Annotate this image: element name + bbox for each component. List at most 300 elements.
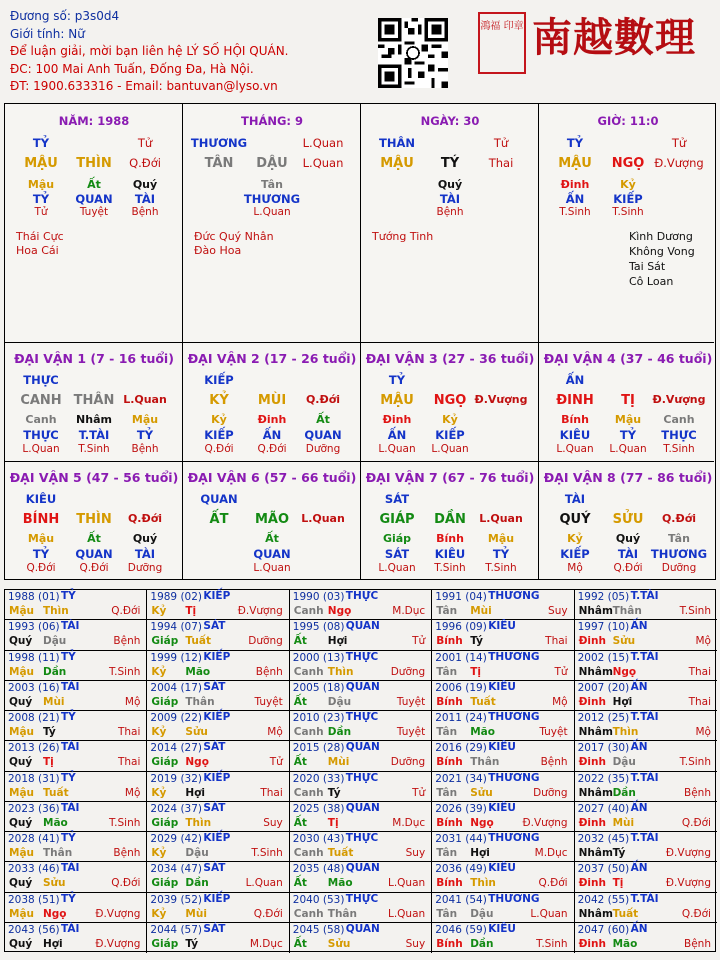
year-branch: Mão: [470, 726, 495, 738]
dai-van-cell: [5, 343, 183, 462]
year-phase: T.Sinh: [536, 937, 568, 950]
year-branch: Mùi: [470, 605, 492, 617]
hidden-stem: THƯƠNG: [650, 547, 708, 561]
year-label: 2039 (52): [150, 893, 203, 906]
year-label: 2046 (59): [435, 923, 487, 936]
year-stem: Ất: [293, 695, 307, 708]
year-branch: Thìn: [470, 877, 496, 890]
year-stem: Mậu: [9, 605, 35, 617]
red-seal-stamp: 鴻福 印章: [478, 12, 526, 74]
hidden-stem: Tử: [34, 206, 48, 218]
year-branch: Mão: [612, 937, 638, 950]
year-stem: Bính: [436, 635, 463, 648]
hidden-stem: Đinh: [382, 413, 412, 426]
year-phase: Tuyệt: [539, 726, 568, 738]
dai-van-god: KIẾP: [204, 373, 234, 387]
year-phase: Q.Đới: [111, 605, 141, 617]
pillar-phase: L.Quan: [302, 156, 344, 170]
year-branch: Sửu: [612, 635, 636, 648]
year-label: 2029 (42): [150, 833, 203, 845]
year-branch: Hợi: [43, 937, 63, 950]
year-cell: [432, 741, 574, 771]
year-label: 2002 (15): [577, 651, 630, 664]
pillar-state: Tử: [137, 136, 153, 150]
hidden-stem: L.Quan: [378, 562, 416, 574]
special-star: Tướng Tinh: [372, 230, 434, 243]
hidden-stem: KIÊU: [434, 547, 466, 561]
year-label: 2040 (53): [292, 893, 345, 906]
pillar-stem-god: THƯƠNG: [190, 136, 248, 150]
year-branch: Dần: [612, 786, 636, 799]
hidden-stem: ẤN: [387, 428, 407, 442]
year-phase: Dưỡng: [248, 635, 283, 648]
hidden-stem: TỶ: [32, 192, 50, 206]
hidden-stem: Tuyệt: [79, 206, 109, 218]
dai-van-god: SÁT: [384, 492, 410, 506]
year-god: TỶ: [61, 832, 76, 844]
year-cell: [575, 832, 717, 862]
year-stem: Nhâm: [578, 786, 613, 799]
dai-van-cell: [183, 343, 361, 462]
year-cell: [5, 832, 147, 862]
year-god: TÀI: [61, 620, 80, 633]
year-cell: [147, 651, 289, 681]
year-stem: Ất: [293, 635, 307, 648]
pillar-state: Tử: [671, 136, 687, 150]
year-label: 1994 (07): [150, 621, 203, 634]
year-stem: Giáp: [151, 695, 179, 708]
hidden-stem: T.Sinh: [663, 443, 695, 455]
year-god: THƯƠNG: [488, 650, 540, 663]
year-phase: M.Dục: [249, 937, 283, 950]
year-god: THƯƠNG: [488, 590, 540, 602]
year-branch: Tuất: [185, 635, 211, 648]
year-label: 2045 (58): [292, 923, 345, 936]
year-stem: Quý: [9, 816, 33, 829]
pillar-stem: TÂN: [204, 156, 234, 171]
hidden-stem: Bệnh: [131, 206, 159, 218]
hidden-stem: TÀI: [617, 547, 639, 561]
year-branch: Thìn: [43, 605, 69, 617]
year-branch: Mão: [185, 665, 211, 678]
special-star: Thái Cực: [16, 230, 64, 243]
year-stem: Nhâm: [578, 726, 613, 738]
year-cell: [290, 893, 432, 923]
dai-van-branch: MÃO: [254, 512, 290, 527]
year-stem: Ất: [293, 756, 307, 769]
hidden-stem: T.Sinh: [485, 562, 517, 574]
dai-van-cell: [361, 343, 539, 462]
year-label: 1990 (03): [292, 591, 345, 603]
hidden-stem: T.Sinh: [612, 206, 644, 218]
year-cell: [290, 802, 432, 832]
hidden-stem: KIÊU: [559, 428, 591, 442]
year-phase: Q.Đới: [681, 907, 711, 920]
year-phase: Mộ: [695, 635, 711, 648]
year-stem: Ất: [293, 937, 307, 950]
year-stem: Kỷ: [151, 786, 167, 799]
year-phase: Dưỡng: [533, 786, 568, 799]
year-cell: [290, 772, 432, 802]
hidden-stem: TÀI: [134, 547, 156, 561]
hidden-stem: ẤN: [565, 192, 585, 206]
year-phase: Đ.Vượng: [95, 907, 141, 920]
year-stem: Kỷ: [151, 907, 167, 920]
year-stem: Tân: [436, 847, 458, 859]
hidden-stem: Dưỡng: [127, 562, 163, 574]
year-god: QUAN: [345, 680, 380, 693]
year-phase: L.Quan: [245, 877, 283, 890]
year-god: KIÊU: [488, 801, 516, 814]
dai-van-title: ĐẠI VẬN 6 (57 - 66 tuổi): [187, 470, 357, 485]
year-stem: Mậu: [9, 786, 35, 799]
year-branch: Mùi: [185, 907, 207, 920]
year-stem: Tân: [436, 907, 458, 920]
pillar-stem-god: TỶ: [32, 136, 50, 150]
year-god: THƯƠNG: [488, 892, 540, 905]
hidden-stem: TÀI: [134, 192, 156, 206]
year-stem: Tân: [436, 786, 458, 799]
year-god: TỶ: [61, 711, 76, 723]
year-god: T.TÀI: [630, 832, 659, 844]
year-stem: Mậu: [9, 726, 35, 738]
year-phase: Đ.Vượng: [237, 605, 283, 617]
year-stem: Bính: [436, 877, 463, 890]
year-god: ẤN: [630, 620, 648, 633]
hidden-stem: SÁT: [384, 547, 410, 561]
year-branch: Ngọ: [327, 605, 352, 617]
year-branch: Sửu: [43, 877, 66, 890]
pillar-cell: [183, 104, 361, 343]
dai-van-phase: L.Quan: [479, 512, 523, 525]
year-branch: Tý: [470, 635, 483, 648]
hidden-stem: Kỷ: [567, 532, 583, 545]
hidden-stem: L.Quan: [609, 443, 647, 455]
year-god: ẤN: [630, 680, 648, 693]
dai-van-branch: MÙI: [257, 393, 287, 408]
year-cell: [290, 711, 432, 741]
year-label: 2021 (34): [435, 772, 487, 785]
year-phase: Suy: [263, 816, 283, 829]
year-label: 2010 (23): [292, 712, 345, 724]
year-label: 2014 (27): [150, 742, 203, 755]
year-god: QUAN: [345, 741, 380, 754]
dai-van-branch: TỊ: [621, 393, 635, 408]
year-branch: Tý: [327, 786, 341, 799]
hidden-stem: TỶ: [136, 428, 154, 442]
year-branch: Tuất: [470, 695, 496, 708]
dai-van-cell: [539, 462, 714, 579]
year-label: 2030 (43): [292, 833, 345, 845]
hidden-stem: Ất: [87, 532, 101, 545]
year-god: T.TÀI: [630, 711, 659, 723]
hidden-stem: Bính: [561, 413, 589, 426]
year-cell: [432, 590, 574, 620]
dai-van-god: QUAN: [200, 492, 238, 506]
year-stem: Canh: [293, 726, 324, 738]
year-stem: Ất: [293, 816, 307, 829]
year-label: 2031 (44): [435, 833, 487, 845]
hidden-stem: L.Quan: [253, 206, 291, 218]
hidden-stem: T.Sinh: [559, 206, 591, 218]
year-phase: Bệnh: [113, 847, 141, 859]
hidden-stem: T.Sinh: [434, 562, 466, 574]
year-stem: Đinh: [578, 816, 606, 829]
year-cell: [147, 772, 289, 802]
year-label: 2043 (56): [8, 923, 60, 936]
hidden-stem: Tân: [668, 532, 690, 545]
year-cell: [575, 651, 717, 681]
pillar-cell: [361, 104, 539, 343]
year-cell: [147, 832, 289, 862]
year-god: ẤN: [630, 741, 648, 754]
year-god: TỶ: [61, 892, 76, 905]
year-label: 2028 (41): [8, 833, 60, 845]
year-god: ẤN: [630, 801, 648, 814]
year-label: 1988 (01): [8, 591, 60, 603]
year-god: ẤN: [630, 862, 648, 875]
special-star: Hoa Cái: [16, 244, 59, 257]
year-stem: Kỷ: [151, 847, 167, 859]
year-cell: [5, 681, 147, 711]
pillar-phase: Q.Đới: [129, 156, 161, 170]
year-stem: Bính: [436, 937, 463, 950]
year-branch: Mão: [327, 877, 353, 890]
year-stem: Nhâm: [578, 665, 613, 678]
year-stem: Canh: [293, 847, 324, 859]
year-label: 2001 (14): [435, 651, 487, 664]
year-stem: Giáp: [151, 877, 179, 890]
year-label: 1999 (12): [150, 651, 203, 664]
year-phase: Thai: [688, 695, 711, 708]
year-branch: Tý: [185, 937, 199, 950]
hidden-stem: TÀI: [439, 192, 461, 206]
hidden-stem: Ất: [265, 532, 279, 545]
year-phase: Thai: [117, 756, 141, 769]
dai-van-title: ĐẠI VẬN 8 (77 - 86 tuổi): [543, 470, 713, 485]
year-branch: Thân: [43, 847, 73, 859]
year-label: 2032 (45): [577, 833, 630, 845]
dai-van-phase: L.Quan: [123, 393, 167, 406]
year-phase: Tử: [269, 756, 283, 769]
year-branch: Hợi: [327, 635, 348, 648]
year-phase: T.Sinh: [251, 847, 283, 859]
year-cell: [5, 772, 147, 802]
year-god: T.TÀI: [630, 771, 659, 784]
year-branch: Sửu: [327, 937, 351, 950]
year-phase: Thai: [545, 635, 568, 648]
year-cell: [432, 802, 574, 832]
year-cell: [5, 802, 147, 832]
year-cell: [575, 862, 717, 892]
year-stem: Tân: [436, 665, 458, 678]
year-cell: [432, 772, 574, 802]
hidden-stem: L.Quan: [253, 562, 291, 574]
hidden-stem: Mậu: [27, 178, 55, 191]
year-label: 2024 (37): [150, 802, 203, 815]
year-phase: Thai: [260, 786, 283, 799]
year-phase: Mộ: [695, 726, 711, 738]
year-branch: Tuất: [43, 786, 69, 799]
year-branch: Dần: [470, 937, 494, 950]
year-branch: Ngọ: [185, 756, 209, 769]
year-cell: [432, 923, 574, 953]
year-branch: Dần: [327, 726, 352, 738]
year-branch: Ngọ: [43, 907, 67, 920]
yearly-luck-table: [4, 589, 716, 952]
year-stem: Giáp: [151, 937, 179, 950]
contact-line: Để luận giải, mời bạn liên hệ LÝ SỐ HỘI QUÁN.: [10, 44, 289, 58]
hidden-stem: Bệnh: [131, 443, 159, 455]
year-god: KIẾP: [203, 650, 231, 663]
year-phase: Mộ: [552, 695, 568, 708]
year-cell: [147, 711, 289, 741]
hidden-stem: L.Quan: [378, 443, 416, 455]
year-stem: Kỷ: [151, 605, 167, 617]
year-cell: [5, 741, 147, 771]
year-label: 2025 (38): [292, 802, 345, 815]
year-cell: [432, 620, 574, 650]
dai-van-stem: QUÝ: [559, 512, 591, 527]
year-phase: Bệnh: [684, 937, 711, 950]
year-label: 2008 (21): [8, 712, 60, 724]
hidden-stem: Quý: [132, 532, 158, 545]
year-label: 2027 (40): [577, 802, 630, 815]
year-branch: Dậu: [612, 756, 636, 769]
year-branch: Mùi: [327, 756, 350, 769]
hidden-stem: Quý: [615, 532, 641, 545]
year-branch: Tý: [612, 847, 626, 859]
year-label: 2020 (33): [292, 772, 345, 785]
year-cell: [147, 681, 289, 711]
year-cell: [432, 711, 574, 741]
year-cell: [290, 590, 432, 620]
year-god: SÁT: [203, 741, 226, 754]
year-cell: [575, 711, 717, 741]
year-label: 2023 (36): [8, 802, 60, 815]
year-branch: Hợi: [185, 786, 205, 799]
year-label: 2041 (54): [435, 893, 487, 906]
year-phase: Suy: [548, 605, 568, 617]
hidden-stem: QUAN: [304, 428, 342, 442]
year-stem: Quý: [9, 937, 33, 950]
year-stem: Canh: [293, 907, 324, 920]
dai-van-cell: [5, 462, 183, 579]
year-god: KIÊU: [488, 922, 516, 935]
year-stem: Quý: [9, 877, 33, 890]
year-label: 1993 (06): [8, 621, 60, 634]
year-phase: Bệnh: [684, 786, 711, 799]
year-stem: Bính: [436, 695, 463, 708]
year-god: THƯƠNG: [488, 832, 540, 844]
year-branch: Tị: [612, 877, 624, 890]
year-god: KIÊU: [488, 680, 516, 693]
year-god: SÁT: [203, 862, 226, 875]
dai-van-cell: [539, 343, 714, 462]
year-stem: Bính: [436, 816, 463, 829]
year-branch: Dậu: [327, 695, 352, 708]
pillar-stem-god: TỶ: [566, 136, 584, 150]
year-stem: Nhâm: [578, 847, 613, 859]
year-god: KIẾP: [203, 711, 231, 723]
year-phase: Mộ: [267, 726, 283, 738]
year-label: 2016 (29): [435, 742, 487, 755]
year-god: SÁT: [203, 801, 226, 814]
hidden-stem: Đinh: [257, 413, 287, 426]
year-branch: Sửu: [470, 786, 493, 799]
year-label: 2026 (39): [435, 802, 487, 815]
chart-code: Đương số: p3s0d4: [10, 9, 120, 23]
dai-van-branch: THÌN: [76, 512, 112, 527]
year-stem: Ất: [293, 877, 307, 890]
year-label: 2037 (50): [577, 863, 630, 876]
year-phase: Q.Đới: [538, 877, 568, 890]
year-label: 2012 (25): [577, 712, 630, 724]
year-phase: T.Sinh: [679, 605, 711, 617]
year-cell: [147, 620, 289, 650]
year-phase: Dưỡng: [390, 665, 426, 678]
year-cell: [5, 590, 147, 620]
year-cell: [432, 681, 574, 711]
year-god: THƯƠNG: [488, 711, 540, 723]
year-cell: [147, 893, 289, 923]
year-branch: Tị: [470, 665, 481, 678]
hidden-stem: TỶ: [492, 547, 510, 561]
year-branch: Tý: [43, 726, 56, 738]
year-god: THỰC: [345, 590, 379, 602]
year-cell: [290, 620, 432, 650]
year-branch: Dần: [185, 877, 209, 890]
year-phase: M.Dục: [534, 847, 568, 859]
year-branch: Hợi: [470, 847, 490, 859]
year-phase: Đ.Vượng: [665, 877, 711, 890]
hidden-stem: KIẾP: [560, 547, 590, 561]
pillar-title: NĂM: 1988: [58, 114, 130, 128]
year-label: 2036 (49): [435, 863, 487, 876]
year-phase: M.Dục: [392, 816, 426, 829]
dai-van-phase: Q.Đới: [661, 512, 697, 525]
hidden-stem: Bệnh: [436, 206, 464, 218]
year-cell: [575, 620, 717, 650]
year-stem: Đinh: [578, 877, 606, 890]
year-cell: [432, 862, 574, 892]
year-god: QUAN: [345, 620, 380, 633]
pillar-cell: [5, 104, 183, 343]
year-phase: T.Sinh: [108, 816, 141, 829]
year-branch: Thìn: [185, 816, 212, 829]
dai-van-branch: THÂN: [73, 393, 115, 408]
pillar-stem: MẬU: [380, 156, 414, 171]
dai-van-stem: ẤT: [209, 512, 229, 527]
pillar-stem-god: THÂN: [379, 136, 415, 150]
hidden-stem: THỰC: [23, 428, 59, 442]
year-cell: [5, 711, 147, 741]
hidden-stem: Dưỡng: [305, 443, 341, 455]
year-god: T.TÀI: [630, 590, 659, 602]
year-branch: Dậu: [43, 635, 67, 648]
dai-van-god: KIÊU: [25, 492, 57, 506]
year-cell: [432, 893, 574, 923]
year-phase: T.Sinh: [679, 756, 711, 769]
year-god: T.TÀI: [630, 892, 659, 905]
hidden-stem: TỶ: [619, 428, 637, 442]
hidden-stem: Q.Đới: [613, 562, 643, 574]
year-phase: Mộ: [124, 786, 141, 799]
year-god: QUAN: [345, 862, 380, 875]
year-branch: Tị: [43, 756, 54, 769]
dai-van-god: TÀI: [564, 492, 586, 506]
year-cell: [575, 923, 717, 953]
